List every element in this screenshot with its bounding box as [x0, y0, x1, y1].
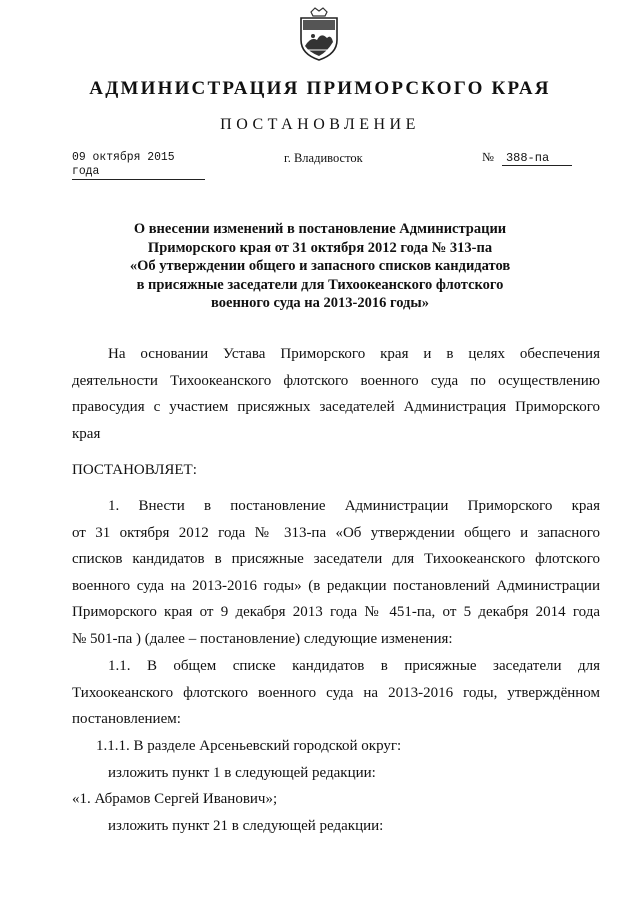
paragraph-line: постановлением:	[72, 711, 181, 727]
coat-of-arms-icon	[297, 6, 341, 62]
heading-line: Приморского края от 31 октября 2012 года № 313-па	[147, 239, 493, 256]
paragraph-line: деятельности Тихоокеанского флотского военного суда по осуществлению	[72, 372, 600, 389]
instruction-line: изложить пункт 1 в следующей редакции:	[108, 764, 376, 781]
instruction-line: изложить пункт 21 в следующей редакции:	[108, 817, 384, 834]
number-sign: №	[482, 150, 494, 164]
item-1-1-1-line: 1.1.1. В разделе Арсеньевский городской округ:	[96, 738, 402, 754]
heading-line: «Об утверждении общего и запасного списков кандидатов	[129, 258, 511, 274]
document-date: 09 октября 2015 года	[72, 150, 205, 180]
document-type: ПОСТАНОВЛЕНИЕ	[220, 116, 420, 133]
organization-title: АДМИНИСТРАЦИЯ ПРИМОРСКОГО КРАЯ	[89, 78, 551, 99]
document-city: г. Владивосток	[284, 151, 363, 165]
heading-line: О внесении изменений в постановление Администрации	[133, 221, 507, 237]
quoted-entry-line: «1. Абрамов Сергей Иванович»;	[72, 791, 278, 807]
resolves-heading	[72, 457, 600, 484]
paragraph-line: военного суда на 2013-2016 годы» (в редакции постановлений Администрации	[72, 577, 600, 594]
preamble-paragraph	[72, 341, 600, 447]
document-number-block	[482, 150, 572, 166]
item-1-paragraph	[72, 493, 600, 652]
paragraph-line: 1.1. В общем списке кандидатов в присяжные заседатели для	[108, 658, 600, 674]
heading-line: военного суда на 2013-2016 годы»	[211, 295, 429, 311]
paragraph-line: списков кандидатов в присяжные заседатели для Тихоокеанского флотского	[72, 551, 600, 567]
paragraph-line: На основании Устава Приморского края и в целях обеспечения	[108, 346, 600, 362]
paragraph-line: края	[72, 425, 101, 442]
paragraph-line: от 31 октября 2012 года № 313-па «Об утверждении общего и запасного	[72, 524, 600, 541]
item-1-1-1-block	[72, 733, 600, 839]
document-number: 388-па	[502, 151, 572, 166]
paragraph-line: № 501-па ) (далее – постановление) следующие изменения:	[72, 630, 453, 647]
heading-line: в присяжные заседатели для Тихоокеанского флотского	[136, 276, 504, 293]
paragraph-line: Приморского края от 9 декабря 2013 года № 451-па, от 5 декабря 2014 года	[72, 604, 600, 620]
document-heading	[90, 220, 550, 313]
paragraph-line: Тихоокеанского флотского военного суда на 2013-2016 годы, утверждённом	[72, 684, 600, 701]
paragraph-line: правосудия с участием присяжных заседателей Администрация Приморского	[72, 399, 600, 415]
paragraph-line: 1. Внести в постановление Администрации Приморского края	[108, 498, 600, 514]
item-1-1-paragraph	[72, 653, 600, 733]
resolves-label: ПОСТАНОВЛЯЕТ:	[72, 462, 197, 478]
